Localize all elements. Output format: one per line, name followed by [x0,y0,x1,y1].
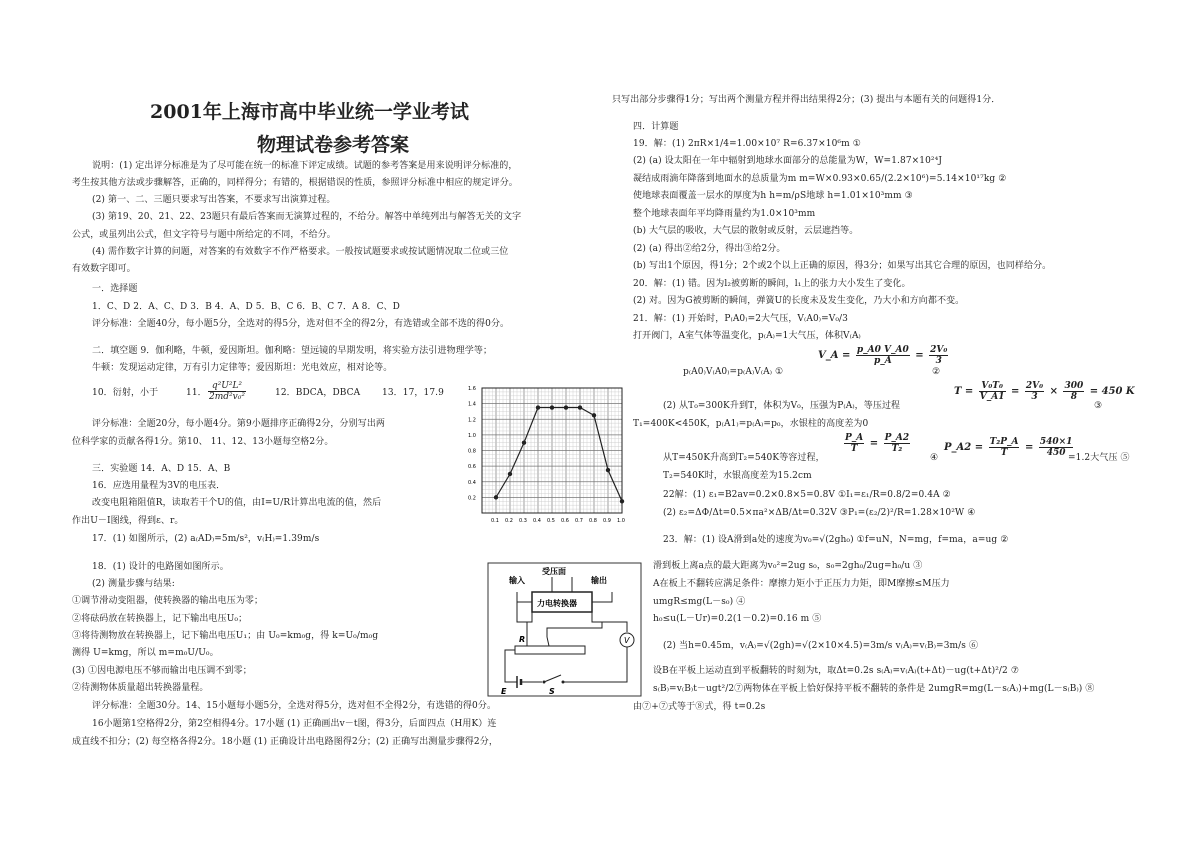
output-label: 输出 [591,576,607,585]
rheostat-label: R [519,635,526,644]
q23-line1: 23．解：(1) 设A滑到a处的速度为v₀=√(2gh₀) ①f=uN，N=mg，f=ma，a=ug ② [663,535,1009,545]
data-point [578,405,582,409]
q21-eq1: p₍A0₎V₍A0₎=p₍A₎V₍A₎ ① [683,367,784,377]
fill-in-q9-line2: 牛顿：发现运动定律，万有引力定律等；爱因斯坦：光电效应，相对论等。 [92,363,393,373]
q18-q3-1: (3) ①因电源电压不够而输出电压调不到零； [72,666,252,676]
rheostat-icon [515,646,585,654]
y-tick-label: 0.2 [468,495,476,502]
data-point [522,440,526,444]
q21-line1: 21．解：(1) 开始时，P₍A0₎=2大气压，V₍A0₎=V₀/3 [633,314,848,324]
x-tick-label: 0.1 [491,518,499,524]
q16-line3: 作出U－I图线，得到ε、r。 [72,516,184,526]
q21-line2: 打开阀门，A室气体等温变化，p₍A₎=1大气压，体积V₍A₎ [633,331,861,341]
q19-line2: (2) (a) 设太阳在一年中辐射到地球水面部分的总能量为W，W=1.87×10²⁴J [633,156,943,166]
choice-scoring: 评分标准：全题40分，每小题5分，全选对的得5分，选对但不全的得2分，有选错或全部不选的得0分。 [92,319,510,329]
q18-step4: 测得 U=kmg，所以 m=m₀U/U₀。 [72,648,219,658]
q11-label: 11． [186,388,207,398]
y-tick-label: 0.4 [468,479,476,486]
q19-line1: 19．解：(1) 2πR×1/4=1.00×10⁷ R=6.37×10⁶m ① [633,139,861,149]
data-point [620,499,624,503]
intro-line-3: (2) 第一、二、三题只要求写出答案，不要求写出演算过程。 [92,195,336,205]
q19-line4: 使地球表面覆盖一层水的厚度为h h=m/ρS地球 h=1.01×10³mm ③ [633,191,913,201]
y-tick-label: 1.0 [468,432,476,439]
y-tick-label: 1.4 [468,401,476,408]
fill-in-scoring-2: 位科学家的贡献各得1分。第10、 11、12、13小题每空格2分。 [72,437,334,447]
intro-line-1: 说明：(1) 定出评分标准是为了尽可能在统一的标准下评定成绩。试题的参考答案是用来说明评分标准的， [92,161,518,171]
q19-line3: 凝结成雨滴年降落到地面水的总质量为m m=W×0.93×0.65/(2.2×10⁶)=5.14×10¹⁷kg ② [633,174,1007,184]
fill-in-scoring-1: 评分标准：全题20分，每小题4分。第9小题排序正确得2分，分别写出两 [92,419,386,429]
q23-line3: A在板上不翻转应满足条件：摩擦力矩小于正压力力矩，即M摩擦≤M压力 [653,579,950,589]
section-choice-heading: 一．选择题 [92,284,138,294]
switch-icon [544,675,561,682]
y-tick-label: 1.2 [468,417,476,424]
q18-step1: ①调节滑动变阻器，使转换器的输出电压为零； [72,596,264,606]
x-tick-label: 0.2 [505,518,513,524]
experiment-scoring-1: 评分标准：全题30分。14、15小题每小题5分，全选对得5分，选对但不全得2分，有选错的得0分。 [92,701,497,711]
q11-denominator: 2md²v₀² [209,392,245,402]
battery-label: E [501,687,507,696]
section-experiment-heading: 三．实验题 14．A、D 15．A、B [92,464,231,474]
q11-formula [206,381,248,402]
q21-mark4: ④ [930,453,939,463]
voltmeter-label: V [624,636,630,645]
x-tick-label: 0.8 [589,518,597,524]
y-tick-label: 1.6 [468,386,476,392]
x-tick-label: 1.0 [617,518,625,524]
q13-answer: 13．17，17.9 [382,388,444,398]
x-tick-label: 0.5 [547,518,555,524]
q19-line5: 整个地球表面年平均降雨量约为1.0×10³mm [633,209,816,219]
q21-line5: 从T=450K升高到T₂=540K等容过程， [663,453,825,463]
x-tick-label: 0.3 [519,518,527,524]
q19-line6: (b) 大气层的吸收，大气层的散射或反射，云层遮挡等。 [633,226,859,236]
intro-line-7: 有效数字即可。 [72,264,136,274]
intro-line-4: (3) 第19、20、21、22、23题只有最后答案而无演算过程的，不给分。解答中单纯列出与解答无关的文字 [92,212,522,222]
q23-line4: umgR≤mg(L－s₀) ④ [653,597,746,607]
converter-label: 力电转换器 [537,599,577,608]
vt-graph [452,380,632,535]
pressure-face-label: 受压面 [542,567,566,576]
data-point [606,468,610,472]
q21-mark2: ② [932,367,941,377]
x-tick-label: 0.4 [533,518,541,524]
right-line-0: 只写出部分步骤得1分；写出两个测量方程并得出结果得2分；(3) 提出与本题有关的问题得1分． [612,95,1001,105]
data-point [592,413,596,417]
section-calc-heading: 四．计算题 [633,122,679,132]
q11-numerator: q²U²L² [208,381,246,392]
t-formula: T = $\frac{\text{V₀T₀}}{V\_A1}$ = $\frac{\text{2V₀}}{3}$ × $\frac{300}{8}$ = 450 K [954,381,1135,402]
q19-line8: (b) 写出1个原因，得1分；2个或2个以上正确的原因，得3分；如果写出其它合理的原因，也同样给分。 [633,261,1052,271]
data-point [536,405,540,409]
document-title: 2001年上海市高中毕业统一学业考试 [150,101,469,123]
q23-line8: s₍B₎=v₍B₎t－ugt²/2⑦两物体在平板上恰好保持平板不翻转的条件是 2umgR=mg(L－s₍A₎)+mg(L－s₍B₎) ⑧ [653,684,1095,694]
q18-line2: (2) 测量步骤与结果: [92,579,175,589]
circuit-diagram [487,562,642,697]
q23-line5: h₀≤u(L－Ur)=0.2(1－0.2)=0.16 m ⑤ [653,614,822,624]
q10-answer: 10．衍射，小于 [92,388,159,398]
q22-line1: 22解：(1) ε₁=B2av=0.2×0.8×5=0.8V ①I₁=ε₁/R=0.8/2=0.4A ② [663,490,951,500]
q18-step3: ③将待测物放在转换器上，记下输出电压U₁；由 U₀=km₀g，得 k=U₀/m₀g [72,631,379,641]
q16-line1: 16．应选用量程为3V的电压表． [92,481,226,491]
data-point [508,472,512,476]
q22-line2: (2) ε₂=ΔΦ/Δt=0.5×πa²×ΔB/Δt=0.32V ③P₁=(ε₂/2)²/R=1.28×10²W ④ [663,508,976,518]
q23-line9: 由⑦+⑦式等于⑧式，得 t=0.2s [633,702,766,712]
experiment-scoring-3: 成直线不扣分；(2) 每空格各得2分。18小题 (1) 正确设计出电路图得2分；(2) 正确写出测量步骤得2分， [72,737,498,747]
intro-line-6: (4) 需作数字计算的问题，对答案的有效数字不作严格要求。一般按试题要求或按试题情况取二位或三位 [92,247,509,257]
va-formula: V_A = $\frac{p\_A0 V\_A0}{p\_A}$ = $\frac{\text{2V₀}}{3}$ [818,345,948,366]
x-tick-label: 0.7 [575,518,583,524]
p-ratio-formula: $\frac{P\_A}{T}$ = $\frac{P\_A2}{\text{T₂}}$ [845,433,910,454]
y-tick-label: 0.6 [468,464,476,471]
q23-line2: 滑到板上离a点的最大距离为v₀²=2ug s₀，s₀=2gh₀/2ug=h₀/u ③ [653,561,923,571]
q21-line6: T₂=540K时，水银高度差为15.2cm [663,471,812,481]
q21-line4: T₁=400K<450K，p₍A1₎=p₍A₎=p₀，水银柱的高度差为0 [633,419,869,429]
input-label: 输入 [509,576,525,585]
q21-mark3: ③ [1094,401,1103,411]
switch-label: S [549,687,555,696]
q18-line1: 18．(1) 设计的电路图如图所示。 [92,562,229,572]
q23-line6: (2) 当h=0.45m，v₍A₎=√(2gh)=√(2×10×4.5)=3m/s v₍A₎=v₍B₎=3m/s ⑥ [663,641,979,651]
intro-line-5: 公式，或虽列出公式，但文字符号与题中所给定的不同，不给分。 [72,230,336,240]
data-point [494,495,498,499]
q23-line7: 设B在平板上运动直到平板翻转的时刻为t，取Δt=0.2s s₍A₎=v₍A₎(t+Δt)－ug(t+Δt)²/2 ⑦ [653,666,1020,676]
q20-line1: 20．解：(1) 错。因为l₂被剪断的瞬间，l₁上的张力大小发生了变化。 [633,279,911,289]
q16-line2: 改变电阻箱阻值R，读取若干个U的值，由I=U/R计算出电流的值，然后 [92,498,382,508]
intro-line-2: 考生按其他方法或步骤解答，正确的，同样得分；有错的，根据错误的性质，参照评分标准中相应的规定评分。 [72,178,518,188]
q21-line3: (2) 从T₀=300K升到T，体积为V₀，压强为P₍A₎，等压过程 [663,401,901,411]
pa2-formula: P_A2 = $\frac{\text{T₂P\_A}}{T}$ = $\frac{540\times 1}{450}$ [944,437,1073,458]
data-point [550,405,554,409]
choice-answers: 1．C、D 2．A、C、D 3．B 4．A、D 5．B、C 6．B、C 7．A 8．C、D [92,302,400,312]
data-point [564,405,568,409]
q19-line7: (2) (a) 得出②给2分，得出③给2分。 [633,244,786,254]
x-tick-label: 0.6 [561,518,569,524]
q12-answer: 12．BDCA，DBCA [275,388,361,398]
fill-in-q9-line1: 二．填空题 9．伽利略，牛顿，爱因斯坦。伽利略：望远镜的早期发明，将实验方法引进物理学等； [92,346,493,356]
q20-line2: (2) 对。因为G被剪断的瞬间，弹簧U的长度未及发生变化，乃大小和方向都不变。 [633,296,965,306]
y-tick-label: 0.8 [468,448,476,455]
q17-answer: 17．(1) 如图所示，(2) a₍AD₎=5m/s²，v₍H₎=1.39m/s [92,534,320,544]
q18-step2: ②将砝码放在转换器上，记下输出电压U₀； [72,614,248,624]
x-tick-label: 0.9 [603,518,611,524]
q21-result: =1.2大气压 ⑤ [1068,453,1130,463]
experiment-scoring-2: 16小题第1空格得2分，第2空相得4分。17小题 (1) 正确画出v－t图，得3分，后面四点（H用K）连 [92,719,497,729]
q18-q3-2: ②待测物体质量超出转换器量程。 [72,683,209,693]
document-subtitle: 物理试卷参考答案 [257,134,410,156]
